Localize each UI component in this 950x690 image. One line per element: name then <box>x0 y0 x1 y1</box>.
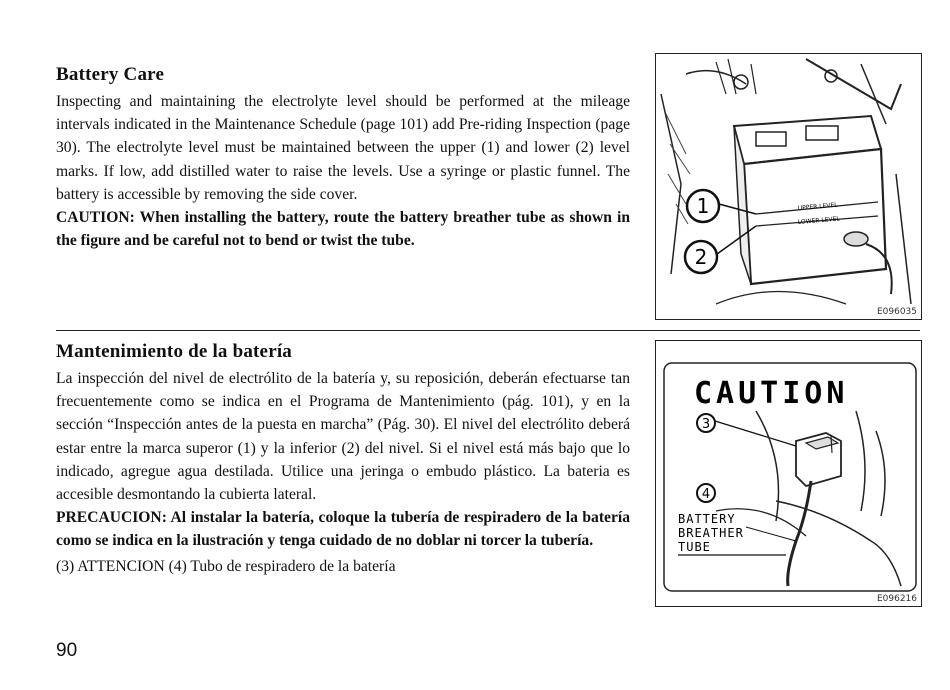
page-number: 90 <box>56 640 78 661</box>
section-battery-care-spanish <box>56 341 630 578</box>
figure-code: E096216 <box>876 594 917 604</box>
tube-label-line2: BREATHER <box>678 526 744 540</box>
section-title-spanish: Mantenimiento de la batería <box>56 341 293 362</box>
tube-label-line3: TUBE <box>678 540 711 554</box>
battery-level-figure <box>655 53 922 320</box>
callout-2-number: 2 <box>694 245 708 269</box>
section-battery-care-english <box>56 64 630 252</box>
caution-text-english: CAUTION: When installing the battery, route the battery breather tube as shown in the figure and be careful not to bend or twist the tube. <box>56 209 630 250</box>
body-text-spanish: La inspección del nivel de electrólito de la batería y, su reposición, deberán efectuarse tan frecuentemente como se indica en el Programa de Mantenimiento (pág. 101), y en la sección “Inspección antes de la puesta en marcha” (Pág. 30). El nivel del electrólito deberá estar entre la marca superor (1) y la inferior (2) del nivel. Si el nivel está más bajo que lo indicado, agregue agua destilada. Utilice una jeringa o embudo plástico. La bateria es accesible desmontando la cubierta lateral. <box>56 370 630 504</box>
callout-4-number: 4 <box>701 487 711 502</box>
callout-1-number: 1 <box>696 194 710 218</box>
figure-code: E096035 <box>876 307 917 317</box>
tube-label-line1: BATTERY <box>678 512 736 526</box>
breather-tube-figure <box>655 340 922 607</box>
section-divider <box>56 330 920 331</box>
caution-label: CAUTION <box>694 376 849 411</box>
callout-3-number: 3 <box>701 417 711 432</box>
upper-level-mark: UPPER LEVEL <box>797 201 838 212</box>
section-title-english: Battery Care <box>56 64 165 85</box>
battery-illustration <box>656 54 921 319</box>
lower-level-mark: LOWER LEVEL <box>797 215 841 226</box>
breather-tube-illustration <box>656 341 921 606</box>
caution-text-spanish: PRECAUCION: Al instalar la batería, coloque la tubería de respiradero de la batería como se indica en la ilustración y tenga cuidado de no doblar ni torcer la tubería. <box>56 509 630 550</box>
body-text-english: Inspecting and maintaining the electrolyte level should be performed at the mileage intervals indicated in the Maintenance Schedule (page 101) add Pre-riding Inspection (page 30). The electrolyte level must be maintained between the upper (1) and lower (2) level marks. If low, add distilled water to raise the levels. Use a syringe or plastic funnel. The battery is accessible by removing the side cover. <box>56 93 630 203</box>
figure-caption-spanish: (3) ATTENCION (4) Tubo de respiradero de la batería <box>56 557 396 575</box>
